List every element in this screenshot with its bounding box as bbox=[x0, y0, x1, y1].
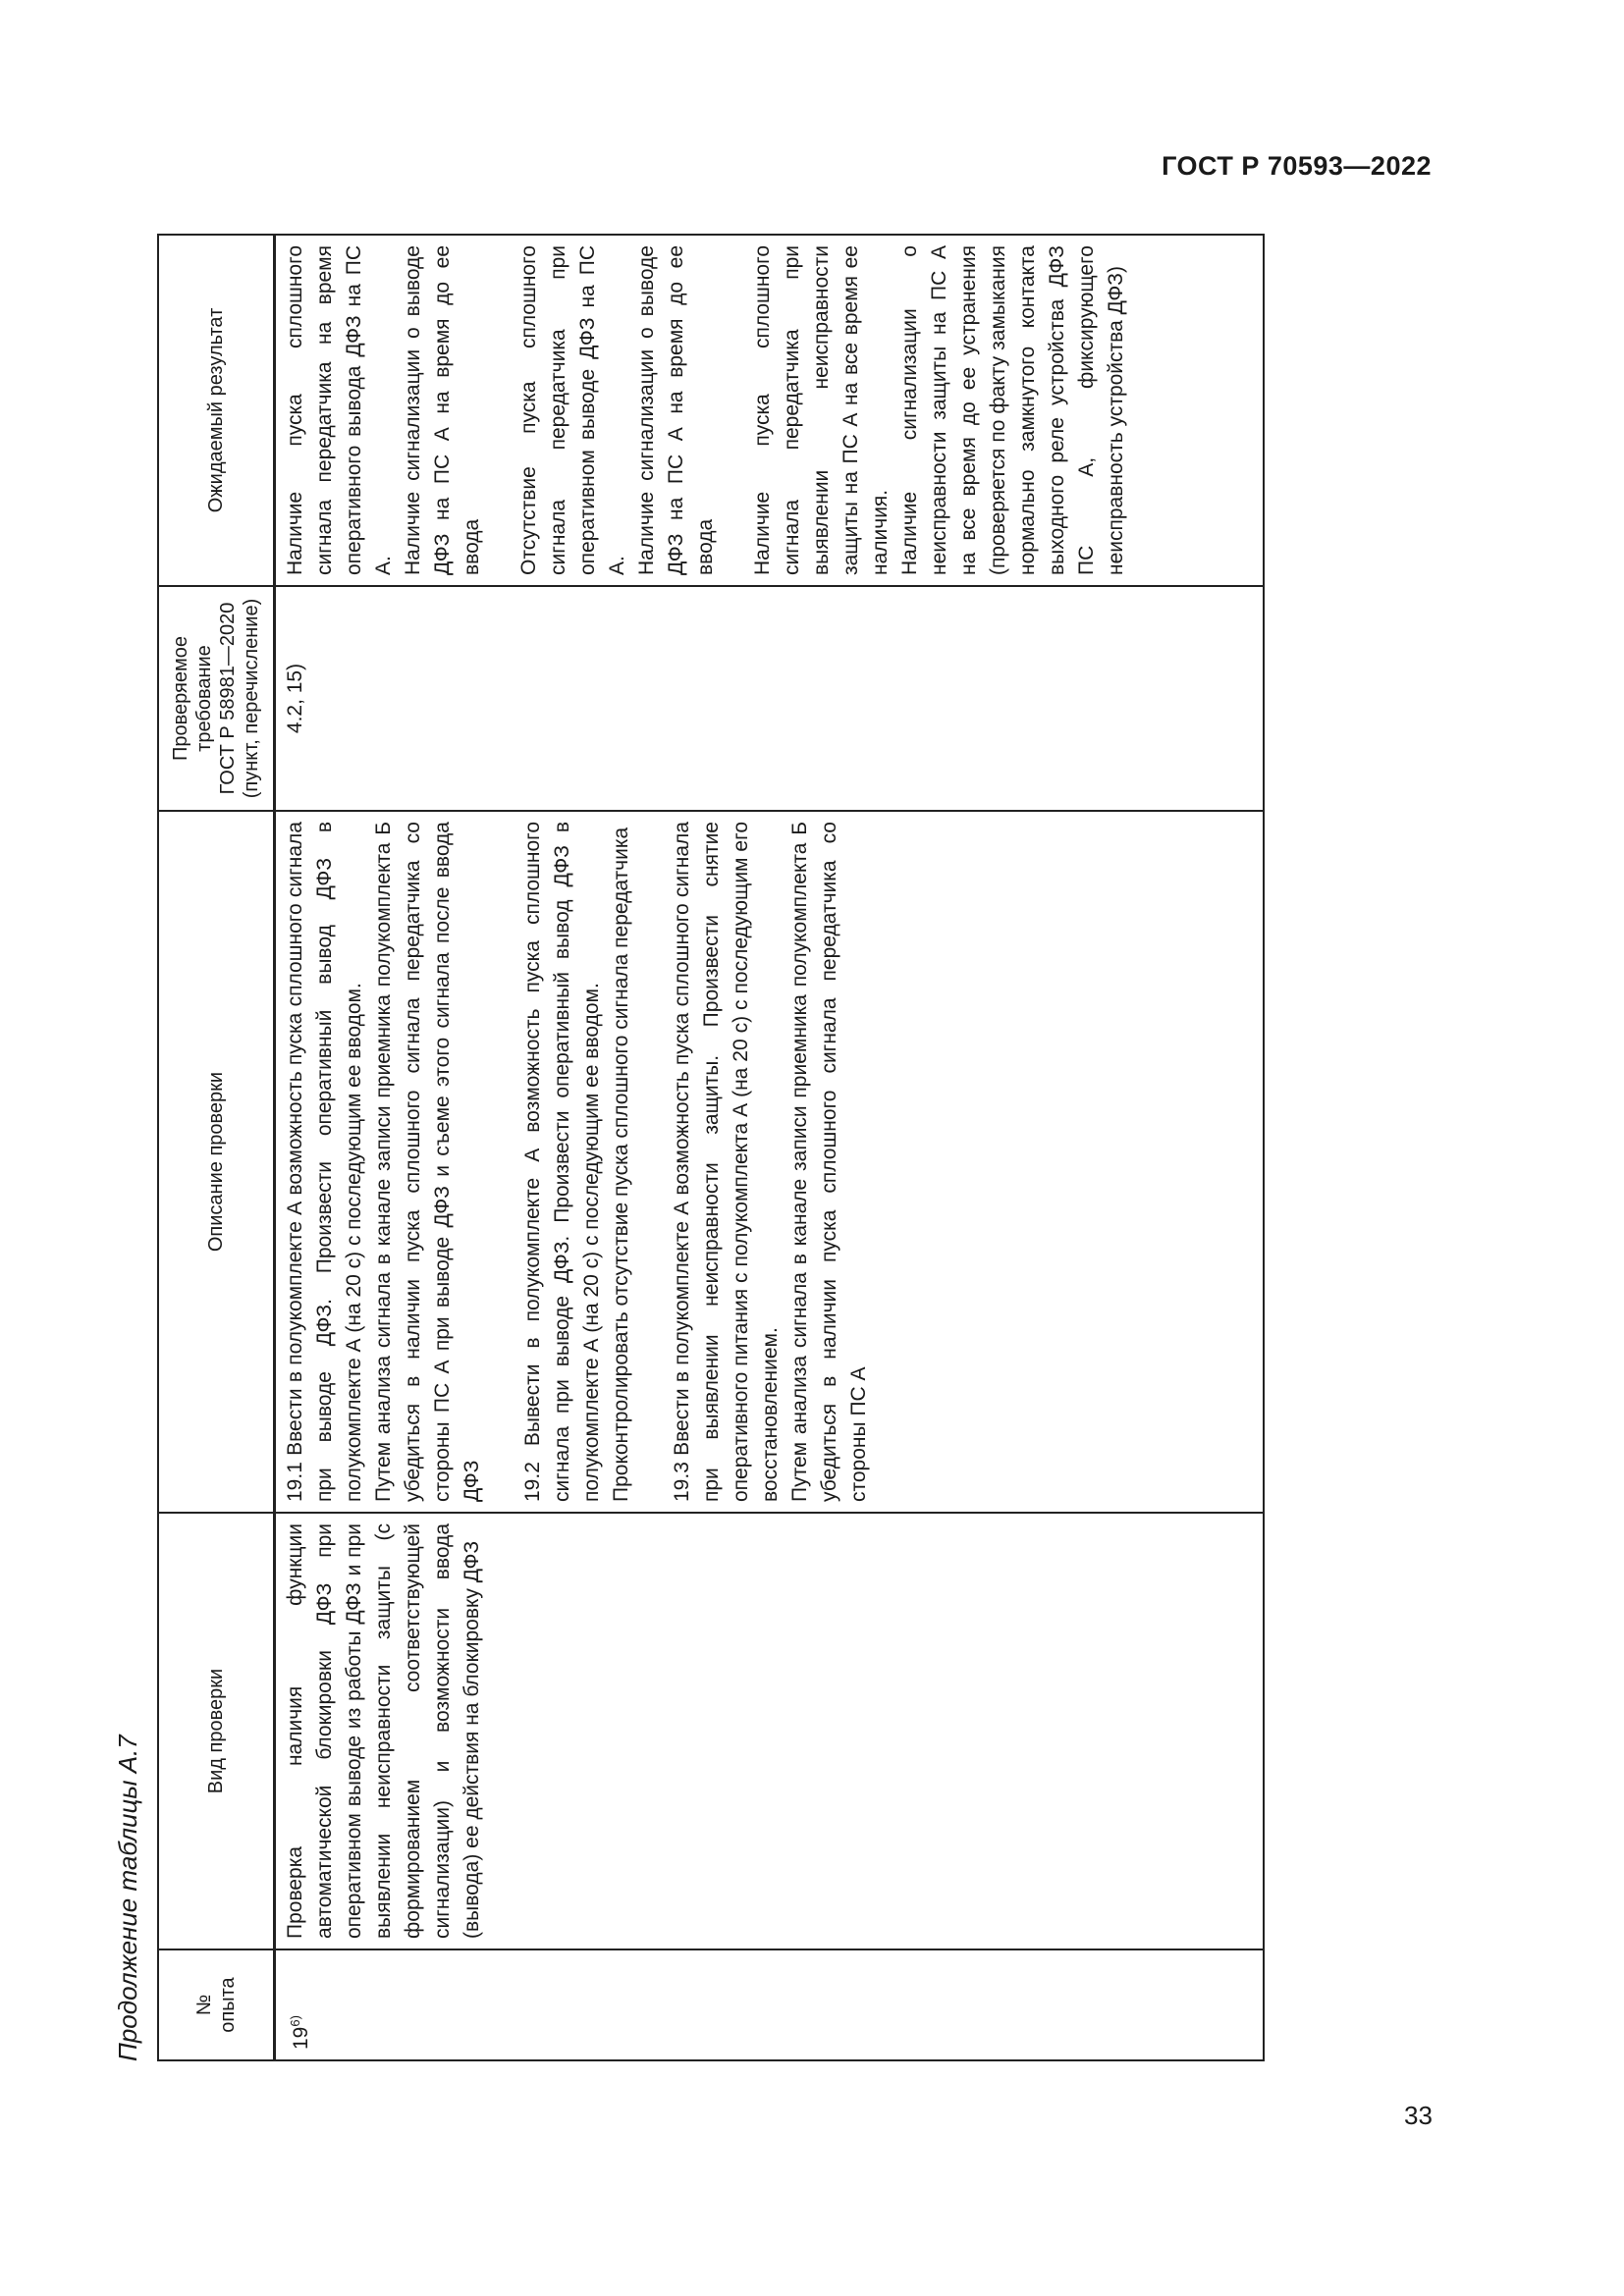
column-header-requirement: Проверяемое требование ГОСТ Р 58981—2020 (пункт, перечисление) bbox=[158, 586, 275, 811]
step-19-2: 19.2 Вывести в полукомплекте А возможность пуска сплошного сигнала при выводе ДФЗ. Произвести оперативный вывод ДФЗ в полукомплекте А (на 20 с) с последующим ее вводом. Проконтролировать отсутствие пуска сплошного сигнала передатчика bbox=[521, 822, 632, 1502]
rotated-table-block bbox=[113, 236, 1306, 2061]
document-id: ГОСТ Р 70593—2022 bbox=[1162, 151, 1432, 181]
cell-expected-result bbox=[275, 235, 1265, 586]
column-header-number: № опыта bbox=[158, 1949, 275, 2060]
table-row bbox=[275, 235, 1265, 2060]
footnote-marker: 6) bbox=[288, 2015, 302, 2027]
cell-description bbox=[275, 811, 1265, 1513]
result-19-2: Отсутствие пуска сплошного сигнала передатчика при оперативном выводе ДФЗ на ПС А. Наличие сигнализации о выводе ДФЗ на ПС А на время до ее ввода bbox=[517, 245, 717, 575]
step-19-3: 19.3 Ввести в полукомплекте А возможность пуска сплошного сигнала при выявлении неисправности защиты. Произвести снятие оперативного питания с полукомплекта А (на 20 с) с последующим его восстановлением. Путем анализа сигнала в канале записи приемника полукомплекта Б убедиться в наличии пуска сплошного сигнала передатчика со стороны ПС А bbox=[671, 822, 870, 1502]
result-19-3: Наличие пуска сплошного сигнала передатчика при выявлении неисправности защиты на ПС А на все время ее наличия. Наличие сигнализации о неисправности защиты на ПС А на все время до ее устранения (проверяется по факту замыкания нормально замкнутого контакта выходного реле устройства ДФЗ ПС А, фиксирующего неисправность устройства ДФЗ) bbox=[751, 245, 1127, 575]
result-19-1: Наличие пуска сплошного сигнала передатчика на время оперативного вывода ДФЗ на ПС А. Наличие сигнализации о выводе ДФЗ на ПС А на время до ее ввода bbox=[284, 245, 483, 575]
cell-test-number: 19$^{6)}$ bbox=[275, 1949, 1265, 2060]
cell-requirement: 4.2, 15) bbox=[275, 586, 1265, 811]
table-caption: Продолжение таблицы А.7 bbox=[113, 1735, 142, 2061]
column-header-description: Описание проверки bbox=[158, 811, 275, 1513]
table-header-row bbox=[158, 235, 275, 2060]
test-table bbox=[157, 234, 1265, 2061]
column-header-check-type: Вид проверки bbox=[158, 1513, 275, 1949]
step-19-1: 19.1 Ввести в полукомплекте А возможность пуска сплошного сигнала при выводе ДФЗ. Произвести оперативный вывод ДФЗ в полукомплекте А (на 20 с) с последующим ее вводом. Путем анализа сигнала в канале записи приемника полукомплекта Б убедиться в наличии пуска сплошного сигнала передатчика со стороны ПС А при выводе ДФЗ и съеме этого сигнала после ввода ДФЗ bbox=[284, 822, 483, 1502]
cell-check-type: Проверка наличия функции автоматической блокировки ДФЗ при оперативном выводе из работы ДФЗ и при выявлении неисправности защиты (с формированием соответствующей сигнализации) и возможности ввода (вывода) ее действия на блокировку ДФЗ bbox=[275, 1513, 1265, 1949]
column-header-expected-result: Ожидаемый результат bbox=[158, 235, 275, 586]
page-number: 33 bbox=[1404, 2101, 1433, 2130]
